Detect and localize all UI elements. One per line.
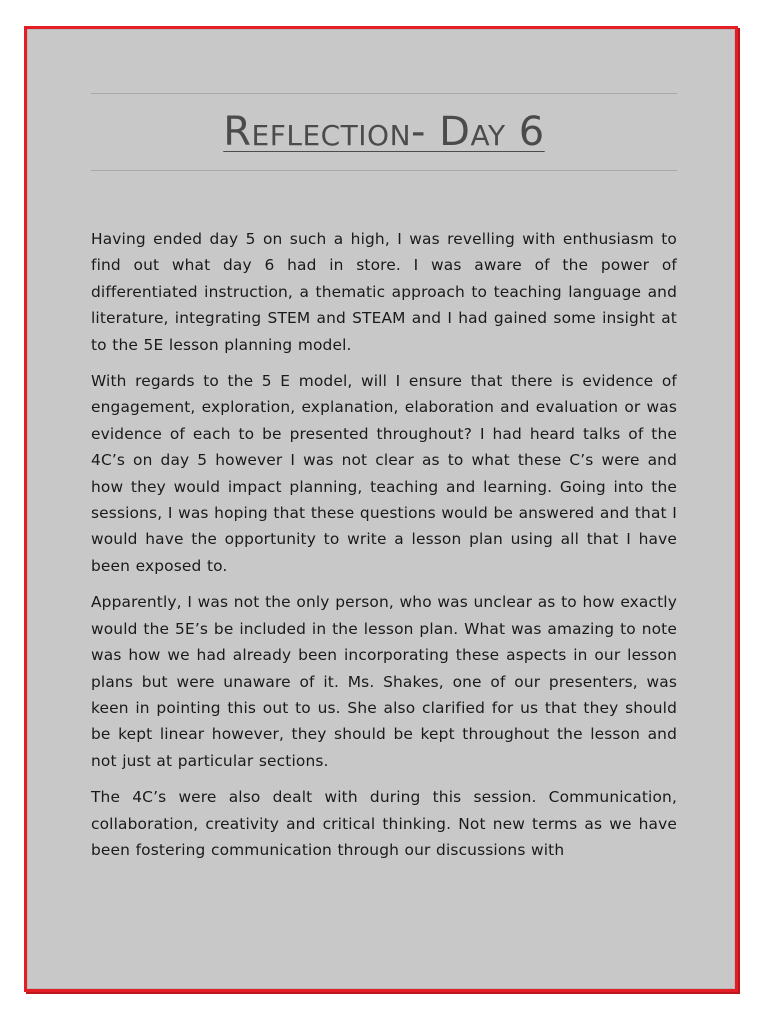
paragraph-1: Having ended day 5 on such a high, I was revelling with enthusiasm to find out what day 6 had in store. I was aware of the power of differentiated instruction, a thematic approach to teaching language and literature, integrating STEM and STEAM and I had gained some insight at to the 5E lesson planning model. bbox=[91, 230, 677, 354]
paragraph-3: Apparently, I was not the only person, who was unclear as to how exactly would the 5E’s be included in the lesson plan. What was amazing to note was how we had already been incorporating these aspects in our lesson plans but were unaware of it. Ms. Shakes, one of our presenters, was keen in pointing this out to us. She also clarified for us that they should be kept linear however, they should be kept throughout the lesson and not just at particular sections. bbox=[91, 593, 677, 770]
document-page bbox=[91, 93, 677, 873]
document-body bbox=[91, 226, 677, 863]
paragraph-4: The 4C’s were also dealt with during this session. Communication, collaboration, creativity and critical thinking. Not new terms as we have been fostering communication through our discussions with bbox=[91, 788, 677, 859]
title-bottom-rule bbox=[91, 170, 677, 171]
paragraph-2: With regards to the 5 E model, will I ensure that there is evidence of engagement, exploration, explanation, elaboration and evaluation or was evidence of each to be presented throughout? I had heard talks of the 4C’s on day 5 however I was not clear as to what these C’s were and how they would impact planning, teaching and learning. Going into the sessions, I was hoping that these questions would be answered and that I would have the opportunity to write a lesson plan using all that I have been exposed to. bbox=[91, 372, 677, 575]
document-title-text: Reflection- Day 6 bbox=[223, 109, 545, 155]
document-title bbox=[91, 94, 677, 170]
